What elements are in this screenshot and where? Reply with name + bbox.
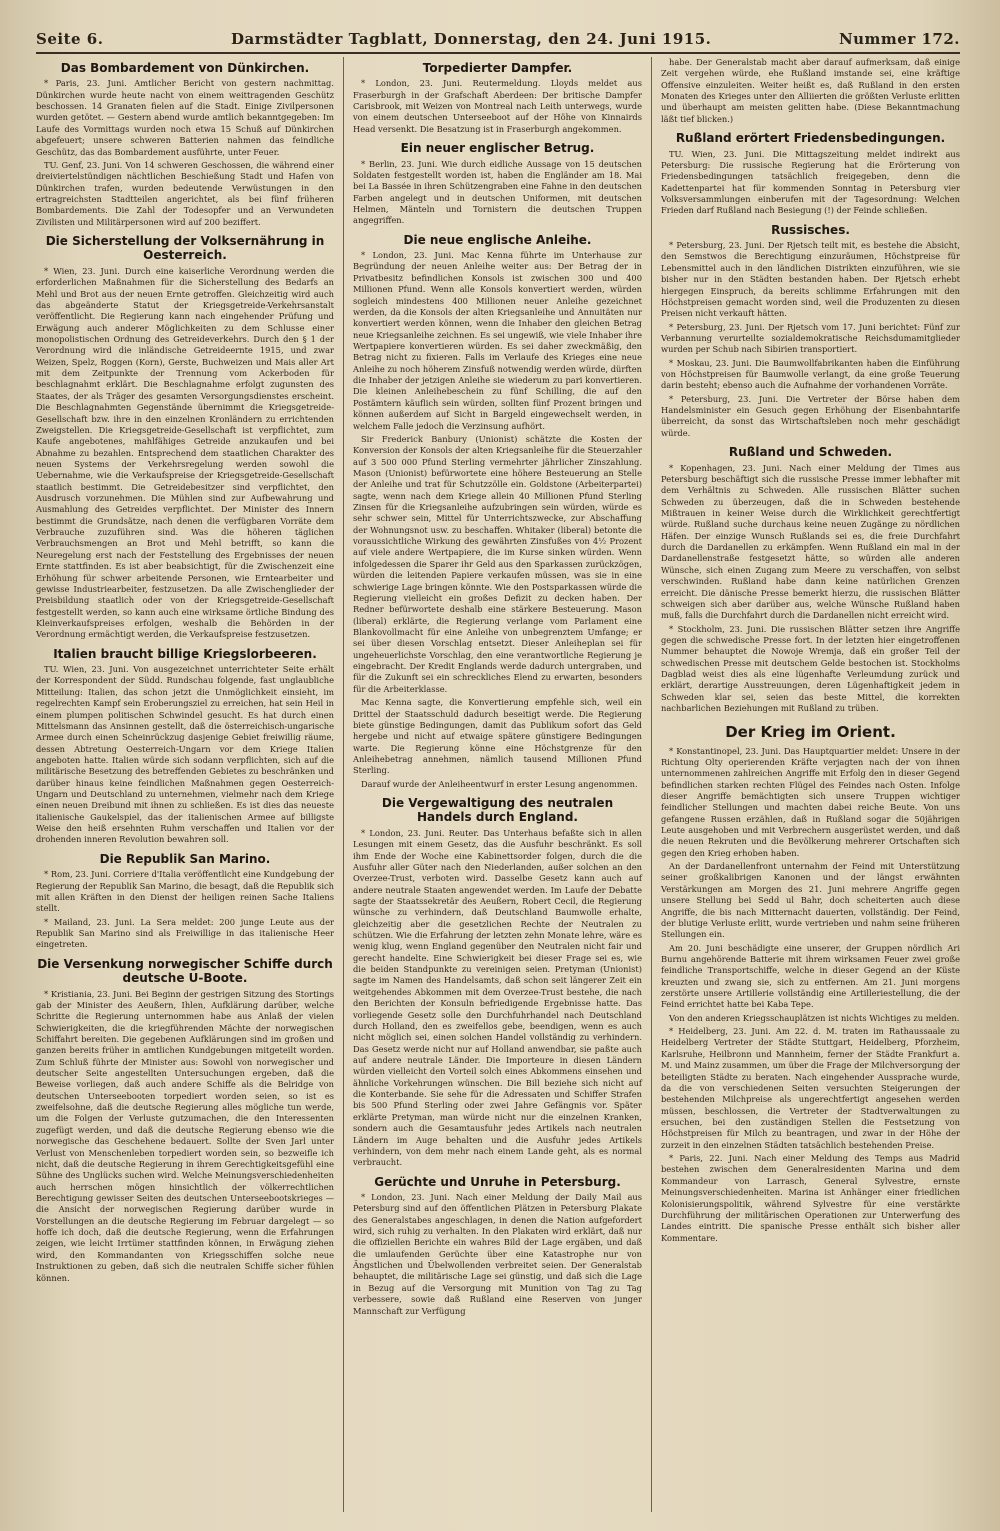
article-paragraph: Am 20. Juni beschädigte eine unserer, der Gruppen nördlich Ari Burnu angehörende Batterie mit ihrem wirksamen Feuer zwei große feindliche Transportschiffe, welche in dieser Gegend an der Küste kreuzten und zwang sie, sich zu entfernen. Am 21. Juni morgens zerstörte unsere Artillerie vollständig eine Artilleriestellung, die der Feind errichtet hatte bei Kaba Tepe. bbox=[661, 942, 960, 1010]
article-paragraph: * London, 23. Juni. Mac Kenna führte im Unterhause zur Begründung der neuen Anleihe weiter aus: Der Betrag der in Privatbesitz befindlichen Konsols ist zwischen 300 und 400 Millionen Pfund. Wenn alle Konsols konvertiert werden, würden sogleich mindestens 400 Millionen neuer Anleihe gezeichnet werden, da die Konsols der alten Kriegsanleihe und Annuitäten nur konvertiert werden können, wenn die Inhaber den gleichen Betrag neue Kriegsanleihe zeichnen. Es sei ungewiß, wie viele Inhaber ihre Wertpapiere konvertieren würden. Es sei daher zweckmäßig, den Betrag nicht zu fixieren. Falls im Verlaufe des Krieges eine neue Anleihe zu noch höherem Zinsfuß notwendig werden würde, dürften die Inhaber der jetzigen Anleihe sie wiederum zu pari konvertieren. Die kleinen Anleihebeschein zu fünf Schilling, die auf den Postämtern käuflich sein würden, sollten fünf Prozent bringen und können außerdem auf Sicht in Bargeld eingewechselt werden, in welchem Falle jedoch die Verzinsung aufhört. bbox=[353, 250, 642, 431]
page-number: Seite 6. bbox=[36, 30, 104, 48]
article-headline: Torpedierter Dampfer. bbox=[422, 61, 573, 75]
article-headline: Die Vergewaltigung des neutralen Handels durch England. bbox=[381, 796, 614, 825]
article-headline: Das Bombardement von Dünkirchen. bbox=[60, 61, 310, 75]
article-paragraph: * Stockholm, 23. Juni. Die russischen Blätter setzen ihre Angriffe gegen die schwedische Presse fort. In der letzten hier eingetroffenen Nummer behauptet die Nowoje Wremja, daß ein großer Teil der schwedischen Presse mit deutschem Gelde bestochen ist. Stockholms Dagblad weist dies als eine lügenhafte Verleumdung zurück und erklärt, derartige Ausstreuungen, deren Lügenhaftigkeit jedem in Schweden klar sei, seien das beste Mittel, die korrekten nachbarlichen Beziehungen mit Rußland zu trüben. bbox=[661, 623, 960, 714]
article bbox=[36, 957, 334, 1284]
article-paragraph: Von den anderen Kriegsschauplätzen ist nichts Wichtiges zu melden. bbox=[669, 1012, 960, 1023]
article bbox=[36, 234, 334, 641]
article-paragraph: An der Dardanellenfront unternahm der Feind mit Unterstützung seiner großkalibrigen Kanonen und der längst erwähnten Verstärkungen am Morgen des 21. Juni mehrere Angriffe gegen unsere Stellung bei Sedd ul Bahr, doch scheiterten auch diese Angriffe, die bis nach Mitternacht dauerten, vollständig. Der Feind, der blutige Verluste erlitt, wurde vertrieben und nahm seine früheren Stellungen ein. bbox=[661, 861, 960, 940]
article-paragraph: Darauf wurde der Anleiheentwurf in erster Lesung angenommen. bbox=[361, 778, 638, 789]
column-2 bbox=[344, 57, 652, 1512]
article bbox=[36, 852, 334, 951]
article bbox=[661, 131, 960, 217]
article bbox=[661, 445, 960, 714]
article-paragraph: * Rom, 23. Juni. Corriere d'Italia veröffentlicht eine Kundgebung der Regierung der Republik San Marino, die besagt, daß die Republik sich mit allen Kräften in den Dienst der heiligen reinen Sache Italiens stellt. bbox=[36, 869, 334, 914]
article bbox=[353, 796, 642, 1169]
article-paragraph: * Kristiania, 23. Juni. Bei Beginn der gestrigen Sitzung des Stortings gab der Minister des Aeußern, Ihlen, Aufklärung darüber, welche Schritte die Regierung unternommen habe aus Anlaß der vielen Schwierigkeiten, die die kriegführenden Mächte der norwegischen Schiffahrt bereiten. Die gegebenen Aufklärungen sind im großen und ganzen bereits früher in amtlichen Kundgebungen mitgeteilt worden. Zum Schluß führte der Minister aus: Sowohl von norwegischer und deutscher Seite angestellten Untersuchungen ergeben, daß die Beweise vorliegen, daß auch andere Schiffe als die Belridge von deutschen Unterseebooten torpediert worden seien, so ist es zweifelsohne, daß die deutsche Regierung alles mögliche tun werde, um die Folgen der Verluste gutzumachen, die den Interessenten zugefügt werden, und daß die deutsche Regierung ebenso wie die norwegische das Geschehene bedauert. Sollte der Sven Jarl unter Verlust von Menschenleben torpediert worden sein, so bezweifle ich nicht, daß die deutsche Regierung in ihrem Gerechtigkeitsgefühl eine Sühne des Unglücks suchen wird. Welche Meinungsverschiedenheiten auch herrschen mögen hinsichtlich der völkerrechtlichen Berechtigung gewisser Seiten des deutschen Unterseebootskrieges — die Ansicht der norwegischen Regierung darüber wurde in Vorstellungen an die deutsche Regierung im Februar dargelegt — so hoffe ich doch, daß die deutsche Regierung, wenn die Erfahrungen zeigen, wie leicht Irrtümer stattfinden können, in Erwägung ziehen wird, den Kommandanten von Kriegsschiffen solche neue Instruktionen zu geben, daß sich die neutralen Schiffe sicher fühlen können. bbox=[36, 988, 334, 1283]
article-headline: Die Versenkung norwegischer Schiffe durch deutsche U-Boote. bbox=[37, 956, 333, 986]
article-headline: Die Republik San Marino. bbox=[99, 851, 271, 866]
article-headline: Der Krieg im Orient. bbox=[725, 722, 896, 741]
article-headline: Rußland und Schweden. bbox=[728, 445, 893, 460]
article-paragraph: * Konstantinopel, 23. Juni. Das Hauptquartier meldet: Unsere in der Richtung Olty operierenden Kräfte verjagten nach der von ihnen unternommenen zahlreichen Angriffe mit Erfolg den in dieser Gegend befindlichen starken rechten Flügel des Feindes nach Osten. Infolge dieser Angriffe bemächtigten sich unsere Truppen wichtiger feindlicher Stellungen und machten dabei reiche Beute. Von uns gefangene Russen erzählen, daß in Rußland sogar die 50jährigen Leute ausgehoben und mit Verbrechern ausgerüstet werden, und daß die neuen Rekruten und die Bevölkerung mehrerer Ortschaften sich gegen den Krieg erhoben haben. bbox=[661, 745, 960, 858]
article-headline: Die neue englische Anleihe. bbox=[403, 232, 592, 247]
article bbox=[36, 61, 334, 228]
article-paragraph: * Heidelberg, 23. Juni. Am 22. d. M. traten im Rathaussaale zu Heidelberg Vertreter der Städte Stuttgart, Heidelberg, Pforzheim, Karlsruhe, Heilbronn und Mannheim, ferner der Städte Frankfurt a. M. und Mainz zusammen, um über die Frage der Milchversorgung der beteiligten Städte zu beraten. Nach eingehender Aussprache wurde, da die von verschiedenen Seiten versuchten Steigerungen der bestehenden Milchpreise als ungerechtfertigt angesehen werden müssen, beschlossen, die Vertreter der Stadtverwaltungen zu ersuchen, bei den zuständigen Stellen die Festsetzung von Höchstpreisen für Milch zu beantragen, und zwar in der Höhe der zurzeit in den einzelnen Städten tatsächlich bestehenden Preise. bbox=[661, 1026, 960, 1150]
masthead bbox=[36, 30, 960, 54]
article-headline: Italien braucht billige Kriegslorbeeren. bbox=[53, 646, 317, 661]
article-paragraph: TU. Wien, 23. Juni. Die Mittagszeitung meldet indirekt aus Petersburg: Die russische Regierung hat die Erörterung von Friedensbedingungen tatsächlich freigegeben, denn die Kadettenpartei hat für kommenden Sonntag in Petersburg vier Volksversammlungen einberufen mit der Tagesordnung: Welchen Frieden darf Rußland nach Besiegung (!) der Feinde schließen. bbox=[661, 148, 960, 216]
article-paragraph: * Petersburg, 23. Juni. Der Rjetsch vom 17. Juni berichtet: Fünf zur Verbannung verurteilte sozialdemokratische Reichsdumamitglieder wurden per Schub nach Sibirien transportiert. bbox=[661, 321, 960, 355]
article-headline: Russisches. bbox=[771, 222, 850, 237]
article-paragraph: * London, 23. Juni. Reutermeldung. Lloyds meldet aus Fraserburgh in der Grafschaft Aberdeen: Der britische Dampfer Carisbrook, mit Weizen von Montreal nach Leith unterwegs, wurde von einem deutschen Unterseeboot auf der Höhe von Kinnairds Head versenkt. Die Besatzung ist in Fraserburgh angekommen. bbox=[353, 78, 642, 134]
article bbox=[353, 61, 642, 135]
article-headline: Die Sicherstellung der Volksernährung in Oesterreich. bbox=[45, 234, 325, 263]
article-headline: Rußland erörtert Friedensbedingungen. bbox=[675, 131, 946, 146]
article-paragraph: Mac Kenna sagte, die Konvertierung empfehle sich, weil ein Drittel der Staatsschuld dadurch beseitigt werde. Die Regierung biete günstige Bedingungen, damit das Publikum sofort das Geld hergebe und nicht auf etwaige spätere günstigere Bedingungen warte. Die Regierung könne eine Höchstgrenze für den Anleihebetrag annehmen, nämlich tausend Millionen Pfund Sterling. bbox=[353, 697, 642, 776]
article-paragraph: * Moskau, 23. Juni. Die Baumwollfabrikanten haben die Einführung von Höchstpreisen für Baumwolle verlangt, da eine große Teuerung darin besteht; ebenso auch die Aufnahme der vorhandenen Vorräte. bbox=[661, 357, 960, 391]
article-paragraph: * London, 23. Juni. Nach einer Meldung der Daily Mail aus Petersburg sind auf den öffentlichen Plätzen in Petersburg Plakate des Generalstabes angeschlagen, in denen die Nation aufgefordert wird, sich ruhig zu verhalten. In den Plakaten wird erklärt, daß nur die offiziellen Berichte ein wahres Bild der Lage ergäben, und daß die umlaufenden Gerüchte über eine Katastrophe nur von Ängstlichen und Übelwollenden verbreitet seien. Der Generalstab behauptet, die militärische Lage sei günstig, und daß sich die Lage in Bezug auf die Versorgung mit Munition von Tag zu Tag verbessere, sowie daß Rußland eine Reserven von junger Mannschaft zur Verfügung bbox=[353, 1191, 642, 1316]
article bbox=[661, 223, 960, 440]
article bbox=[353, 233, 642, 790]
article bbox=[661, 57, 960, 125]
newspaper-title: Darmstädter Tagblatt, Donnerstag, den 24. Juni 1915. bbox=[230, 30, 712, 48]
article bbox=[36, 647, 334, 846]
article-paragraph: * Petersburg, 23. Juni. Der Rjetsch teilt mit, es bestehe die Absicht, den Semstwos die Berechtigung einzuräumen, Höchstpreise für Lebensmittel auch in den ländlichen Distrikten einzuführen, wie sie bisher nur in den Städten bestanden haben. Der Rjetsch erhebt hiergegen Einspruch, da bereits schlimme Erfahrungen mit den Höchstpreisen gemacht worden sind, weil die Produzenten zu diesen Preisen nicht verkauft hätten. bbox=[661, 240, 960, 319]
article-headline: Ein neuer englischer Betrug. bbox=[400, 141, 595, 156]
column-3 bbox=[652, 57, 960, 1512]
article-paragraph: TU. Wien, 23. Juni. Von ausgezeichnet unterrichteter Seite erhält der Korrespondent der Südd. Rundschau folgende, fast unglaubliche Mitteilung: Italien, das schon jetzt die Unmöglichkeit einsieht, im regelrechten Kampf sein Eroberungsziel zu erreichen, hat sein Heil in einem plumpen politischen Schwindel gesucht. Es hat durch einen Mittelsmann das Ansinnen gestellt, daß die österreichisch-ungarische Armee durch einen Scheinrückzug dasjenige Gebiet freiwillig räume, dessen Abtretung Oesterreich-Ungarn vor dem Kriege Italien angeboten hatte. Italien würde sich sodann verpflichten, sich auf die militärische Besetzung des betreffenden Gebietes zu beschränken und darüber hinaus keine feindlichen Maßnahmen gegen Oesterreich-Ungarn und Deutschland zu unternehmen, vielmehr nach dem Kriege einen neuen Dreibund mit ihnen zu schließen. Es ist dies das neueste italienische Gaukelspiel, das der italienischen Armee auf billigste Weise den heiß ersehnten Ruhm verschaffen und Italien vor der drohenden inneren Revolution bewahren soll. bbox=[36, 664, 334, 845]
column-1 bbox=[36, 57, 344, 1512]
article-paragraph: * Mailand, 23. Juni. La Sera meldet: 200 junge Leute aus der Republik San Marino sind als Freiwillige in das italienische Heer eingetreten. bbox=[36, 916, 334, 950]
article bbox=[661, 723, 960, 1244]
article-paragraph: * Petersburg, 23. Juni. Die Vertreter der Börse haben dem Handelsminister ein Gesuch gegen Erhöhung der Eisenbahntarife überreicht, da sonst das Wirtschaftsleben noch mehr geschädigt würde. bbox=[661, 393, 960, 438]
article-paragraph: * Berlin, 23. Juni. Wie durch eidliche Aussage von 15 deutschen Soldaten festgestellt worden ist, haben die Engländer am 18. Mai bei La Bassée in ihren Schützengraben eine Fahne in den deutschen Farben angelegt und in deutschen Uniformen, mit deutschen Helmen, Mänteln und Tornistern die deutschen Truppen angegriffen. bbox=[353, 158, 642, 226]
article-headline: Gerüchte und Unruhe in Petersburg. bbox=[374, 1174, 621, 1189]
article-paragraph: * Kopenhagen, 23. Juni. Nach einer Meldung der Times aus Petersburg beschäftigt sich die russische Presse immer lebhafter mit dem Verhältnis zu Schweden. Alle russischen Blätter suchen Schweden zu überzeugen, daß die in Schweden bestehende Mißtrauen in keiner Weise durch die Wirklichkeit gerechtfertigt würde. Rußland suche durchaus keine neuen Zugänge zu nördlichen Häfen. Der einzige Wunsch Rußlands sei es, die freie Durchfahrt durch die Dardanellen zu erkämpfen. Wenn Rußland ein mal in der Dardanellenstraße festgesetzt hätte, so würden alle anderen Wünsche, sich einen Zugang zum Meere zu verschaffen, von selbst verschwinden. Rußland habe dann keine natürlichen Grenzen erreicht. Die dänische Presse bemerkt hierzu, die russischen Blätter schweigen sich aber darüber aus, welche Wünsche Rußland haben muß, falls die Durchfahrt durch die Dardanellen nicht erreicht wird. bbox=[661, 462, 960, 621]
article-paragraph: Sir Frederick Banbury (Unionist) schätzte die Kosten der Konversion der Konsols der alten Kriegsanleihe für die Steuerzahler auf 3 500 000 Pfund Sterling vermehrter jährlicher Zinszahlung. Mason (Unionist) befürwortete eine höhere Besteuerung an Stelle der Anleihe und trat für Schutzzölle ein. Goldstone (Arbeiterpartei) sagte, wenn nach dem Kriege allein 40 Millionen Pfund Sterling Zinsen für die Kriegsanleihe aufzubringen sein würden, würde es sehr schwer sein, Mittel für Unterrichtszwecke, zur Abschaffung der Wohnungsnot usw. zu beschaffen. Whitaker (liberal) betonte die voraussichtliche Wirkung des gewährten Zinsfußes von 4½ Prozent auf viele andere Wertpapiere, die im Kurse sinken würden. Wenn infolgedessen die Sparer ihr Geld aus den Sparkassen zurückzögen, würden die leitenden Papiere verkaufen müssen, was sie in eine schwierige Lage bringen könnte. Wie den Postsparkassen würde die Regierung vielleicht ein großes Defizit zu decken haben. Der Redner befürwortete deshalb eine stärkere Besteuerung. Mason (liberal) erklärte, die Regierung verlange vom Parlament eine Blankovollmacht für eine Anleihe von unbegrenztem Umfange; er sei über diesen Vorschlag entsetzt. Dieser Anleiheplan sei für ungeheuerlichste Vorschlag, den eine verantwortliche Regierung je eingebracht. Der Kredit Englands werde dadurch untergraben, und für die Zukunft sei ein schreckliches Elend zu erwarten, besonders für die Arbeiterklasse. bbox=[353, 433, 642, 694]
article-paragraph: * Paris, 23. Juni. Amtlicher Bericht von gestern nachmittag. Dünkirchen wurde heute nacht von einem weittragenden Geschütz beschossen. 14 Granaten fielen auf die Stadt. Einige Zivilpersonen wurden getötet. — Gestern abend wurde amtlich bekanntgegeben: Im Laufe des Vormittags wurden noch etwa 15 Schuß auf Dünkirchen abgefeuert; unsere schweren Batterien nahmen das feindliche Geschütz, das das Bombardement ausführte, unter Feuer. bbox=[36, 78, 334, 157]
article-paragraph: TU. Genf, 23. Juni. Von 14 schweren Geschossen, die während einer dreiviertelstündigen nächtlichen Beschießung Stadt und Hafen von Dünkirchen trafen, wurden bedeutende Verwüstungen in den ertragreichsten Stadtteilen angerichtet, als bei fünf früheren Bombardements. Die Zahl der Todesopfer und an Verwundeten Zivilisten und Militärpersonen wird auf 200 beziffert. bbox=[36, 159, 334, 227]
article-paragraph: * Paris, 22. Juni. Nach einer Meldung des Temps aus Madrid bestehen zwischen dem Generalresidenten Marina und dem Kommandeur von Larrasch, General Sylvestre, ernste Meinungsverschiedenheiten. Marina ist Anhänger einer friedlichen Kolonisierungspolitik, während Sylvestre für eine verstärkte Durchführung der militärischen Operationen zur Unterwerfung des Landes eintritt. Die spanische Presse enthält sich bisher aller Kommentare. bbox=[661, 1153, 960, 1243]
columns bbox=[36, 57, 960, 1512]
article bbox=[353, 1175, 642, 1317]
article-paragraph: * Wien, 23. Juni. Durch eine kaiserliche Verordnung werden die erforderlichen Maßnahmen für die Sicherstellung des Bedarfs an Mehl und Brot aus der neuen Ernte getroffen. Gleichzeitig wird auch das abgeänderte Statut der Kriegsgetreide-Verkehrsanstalt veröffentlicht. Die Regierung kann nach eingehender Prüfung und Erwägung auch anderer Möglichkeiten zu dem Schlusse einer monopolistischen Ordnung des Getreideverkehrs. Durch den § 1 der Verordnung wird die inländische Getreideernte 1915, und zwar Weizen, Spelz, Roggen (Korn), Gerste, Buchweizen und Mais aller Art mit dem Zeitpunkte der Trennung vom Ackerboden für beschlagnahmt erklärt. Die Beschlagnahme erfolgt zugunsten des Staates, der als Träger des gesamten Versorgungsdienstes erscheint. Die Beschlagnahmten Gegenstände übernimmt die Kriegsgetreide-Gesellschaft bzw. ihre in den einzelnen Kronländern zu errichtenden Zweigstellen. Die Kriegsgetreide-Gesellschaft ist verpflichtet, zum Kaufe angebotenes, mahlfähiges Getreide anzukaufen und bei Abnahme zu bezahlen. Entsprechend dem staatlichen Charakter des neuen Systems der Verkehrsregelung werden sowohl die Uebernahme, wie die Verkaufspreise der Kriegsgetreide-Gesellschaft staatlich bestimmt. Die Getreidebesitzer sind verpflichtet, den Ausdrusch vorzunehmen. Die Mühlen sind zur Aufbewahrung und Ausmahlung des Getreides verpflichtet. Der Minister des Innern bestimmt die Grundsätze, nach denen die verfügbaren Vorräte dem Verbrauche zuzuführen sind. Was die höheren täglichen Verbrauchsmengen an Brot und Mehl betrifft, so kann die Neuregelung erst nach der Feststellung des Ergebnisses der neuen Ernte stattfinden. Es ist aber beabsichtigt, für die Zwischenzeit eine Erhöhung für schwer arbeitende Personen, wie Erntearbeiter und gewisse Industriearbeiter, festzusetzen. Da alle Zwischenglieder der Preisbildung staatlich oder von der Kriegsgetreide-Gesellschaft festgestellt werden, so kann auch eine wirksame örtliche Bindung des Kleinverkaufspreises erfolgen, weshalb die Behörden in der Verordnung ermächtigt werden, die Verkaufspreise festzusetzen. bbox=[36, 265, 334, 640]
issue-number: Nummer 172. bbox=[838, 30, 960, 48]
article-paragraph: habe. Der Generalstab macht aber darauf aufmerksam, daß einige Zeit vergehen würde, ehe Rußland imstande sei, eine kräftige Offensive einzuleiten. Weiter heißt es, daß Rußland in den ersten Monaten des Krieges unter den Alliierten die größten Verluste erlitten und überhaupt am meisten gelitten habe. (Diese Bekanntmachung läßt tief blicken.) bbox=[661, 57, 960, 124]
article-paragraph: * London, 23. Juni. Reuter. Das Unterhaus befaßte sich in allen Lesungen mit einem Gesetz, das die Ausfuhr beschränkt. Es soll ihm Ende der Woche eine Kabinettsorder folgen, durch die die Ausfuhr aller Güter nach den Niederlanden, außer solchen an den Overzee-Trust, verboten wird. Dasselbe Gesetz kann auch auf andere neutrale Staaten angewendet werden. Im Laufe der Debatte sagte der Staatssekretär des Aeußern, Robert Cecil, die Regierung wünsche zu verhindern, daß Deutschland Baumwolle erhalte, gleichzeitig aber die gesetzlichen Rechte der Neutralen zu schützen. Wie die Erfahrung der letzten zehn Monate lehre, wäre es wenig klug, wenn England gegenüber den Neutralen nicht fair und gerecht handelte. Eine Schwierigkeit bei dieser Frage sei es, wie die beiden Standpunkte zu vereinigen seien. Pretyman (Unionist) sagte im Namen des Handelsamts, daß schon seit längerer Zeit ein weitgehendes Abkommen mit dem Overzee-Trust bestehe, die nach den Berichten der Konsuln befriedigende Ergebnisse hatte. Das vorliegende Gesetz solle den Durchfuhrhandel nach Deutschland durch Holland, den es zweifellos gebe, beendigen, wenn es auch nicht möglich sei, einen solchen Handel vollständig zu verhindern. Das Gesetz werde nicht nur auf Holland anwendbar, sie paßte auch auf andere neutrale Länder. Die Importeure in diesen Ländern würden vielleicht den Vorteil solch eines Abkommens einsehen und ähnliche Vorkehrungen wünschen. Die Bill beziehe sich nicht auf die Konterbande. Sie sehe für die Adressaten und Schiffer Strafen bis 500 Pfund Sterling oder zwei Jahre Gefängnis vor. Später erklärte Pretyman, man würde nicht nur die einzelnen Kranken, sondern auch die Gesamtausfuhr jedes Artikels nach neutralen Ländern im Auge behalten und die Ausfuhr jedes Artikels verhindern, von dem mehr nach einem Lande geht, als es normal verbraucht. bbox=[353, 827, 642, 1168]
article bbox=[353, 141, 642, 227]
